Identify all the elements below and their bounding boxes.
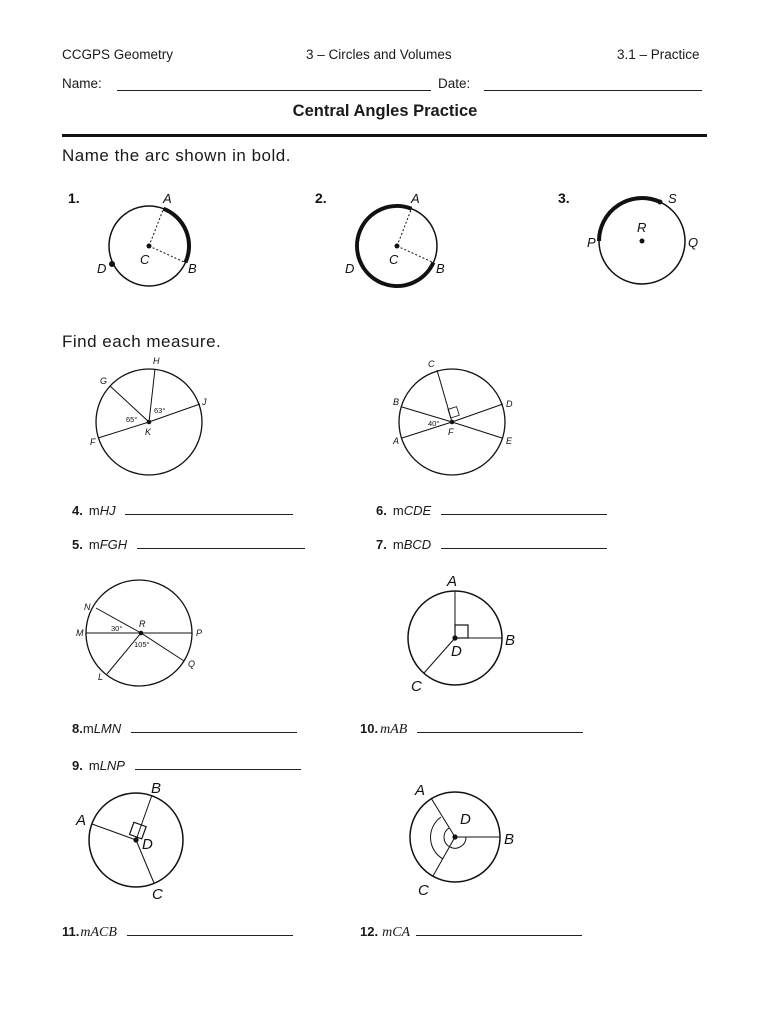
- label-p: P: [196, 628, 203, 638]
- section-name: 3.1 – Practice: [617, 47, 700, 62]
- title-rule: [62, 134, 707, 137]
- label-a: A: [393, 436, 400, 446]
- label-j: J: [202, 397, 207, 407]
- answer-line[interactable]: [441, 502, 607, 515]
- label-a: A: [447, 573, 458, 590]
- radius: [149, 246, 185, 263]
- label-a: A: [415, 782, 426, 799]
- name-line: [117, 90, 431, 91]
- label-c: C: [140, 252, 150, 267]
- answer-line[interactable]: [417, 720, 583, 733]
- page-title: Central Angles Practice: [292, 102, 478, 120]
- date-line: [484, 90, 702, 91]
- label-a: A: [76, 812, 87, 829]
- label-d: D: [142, 836, 153, 853]
- figure-circle-k: [82, 352, 222, 477]
- figure-problem-2: [307, 186, 487, 296]
- radius: [149, 209, 164, 246]
- question-5: 5. mFGH: [72, 536, 305, 552]
- question-10: 10. mAB: [360, 720, 583, 738]
- angle-label-1: 65°: [126, 415, 138, 424]
- label-s: S: [668, 191, 677, 206]
- label-k: K: [145, 427, 152, 437]
- label-c: C: [152, 886, 163, 903]
- label-b: B: [151, 780, 162, 797]
- figure-problem-3: [550, 186, 720, 296]
- date-label: Date:: [438, 76, 471, 91]
- label-q: Q: [188, 659, 196, 669]
- radius: [397, 209, 412, 246]
- label-a: A: [411, 191, 420, 206]
- course-name: CCGPS Geometry: [62, 47, 174, 62]
- point-d: [109, 261, 115, 267]
- answer-line[interactable]: [137, 536, 305, 549]
- question-11: 11.mACB: [62, 923, 293, 941]
- label-b: B: [436, 261, 445, 276]
- answer-line[interactable]: [125, 502, 293, 515]
- label-b: B: [393, 397, 400, 407]
- problem-number: 3.: [558, 190, 570, 206]
- figure-problem-1: [60, 186, 240, 296]
- figure-circle-d-10: [400, 568, 530, 698]
- question-12: 12. mCA: [360, 923, 582, 941]
- unit-name: 3 – Circles and Volumes: [306, 47, 452, 62]
- center-point: [147, 244, 152, 249]
- label-c: C: [411, 678, 422, 695]
- label-e: E: [506, 436, 513, 446]
- label-d: D: [345, 261, 355, 276]
- center-point: [395, 244, 400, 249]
- question-7: 7. mBCD: [376, 536, 607, 552]
- instruction-name-arc: Name the arc shown in bold.: [62, 146, 291, 165]
- question-6: 6. mCDE: [376, 502, 607, 518]
- angle-label-2: 105°: [134, 640, 150, 649]
- angle-label: 40°: [428, 419, 440, 428]
- label-d: D: [460, 811, 471, 828]
- figure-circle-d-12: [403, 778, 533, 906]
- question-9: 9. mLNP: [72, 757, 301, 773]
- point-s: [658, 200, 663, 205]
- label-h: H: [153, 356, 160, 366]
- label-r: R: [139, 619, 146, 629]
- name-label: Name:: [62, 76, 102, 91]
- label-c: C: [389, 252, 399, 267]
- answer-line[interactable]: [416, 923, 582, 936]
- label-r: R: [637, 220, 647, 235]
- label-l: L: [98, 672, 104, 682]
- label-m: M: [76, 628, 84, 638]
- label-d: D: [506, 399, 513, 409]
- label-f: F: [90, 437, 96, 447]
- instruction-find-measure: Find each measure.: [62, 332, 222, 351]
- label-d: D: [451, 643, 462, 660]
- label-p: P: [587, 235, 596, 250]
- label-b: B: [504, 831, 515, 848]
- problem-number: 2.: [315, 190, 327, 206]
- radius: [397, 246, 433, 263]
- figure-circle-r: [72, 576, 212, 696]
- problem-number: 1.: [68, 190, 80, 206]
- label-n: N: [84, 602, 91, 612]
- label-d: D: [97, 261, 107, 276]
- figure-circle-d-11: [72, 778, 202, 906]
- label-g: G: [100, 376, 108, 386]
- angle-label-1: 30°: [111, 624, 123, 633]
- bold-arc: [599, 198, 660, 241]
- figure-circle-f: [385, 352, 525, 477]
- center-point: [640, 239, 645, 244]
- label-c: C: [418, 882, 429, 899]
- label-f: F: [448, 427, 454, 437]
- answer-line[interactable]: [131, 720, 297, 733]
- label-b: B: [505, 632, 516, 649]
- angle-label-2: 63°: [154, 406, 166, 415]
- answer-line[interactable]: [127, 923, 293, 936]
- label-a: A: [163, 191, 172, 206]
- answer-line[interactable]: [135, 757, 301, 770]
- label-q: Q: [688, 235, 699, 250]
- question-8: 8.mLMN: [72, 720, 297, 736]
- label-b: B: [188, 261, 197, 276]
- answer-line[interactable]: [441, 536, 607, 549]
- question-4: 4. mHJ: [72, 502, 293, 518]
- label-c: C: [428, 359, 435, 369]
